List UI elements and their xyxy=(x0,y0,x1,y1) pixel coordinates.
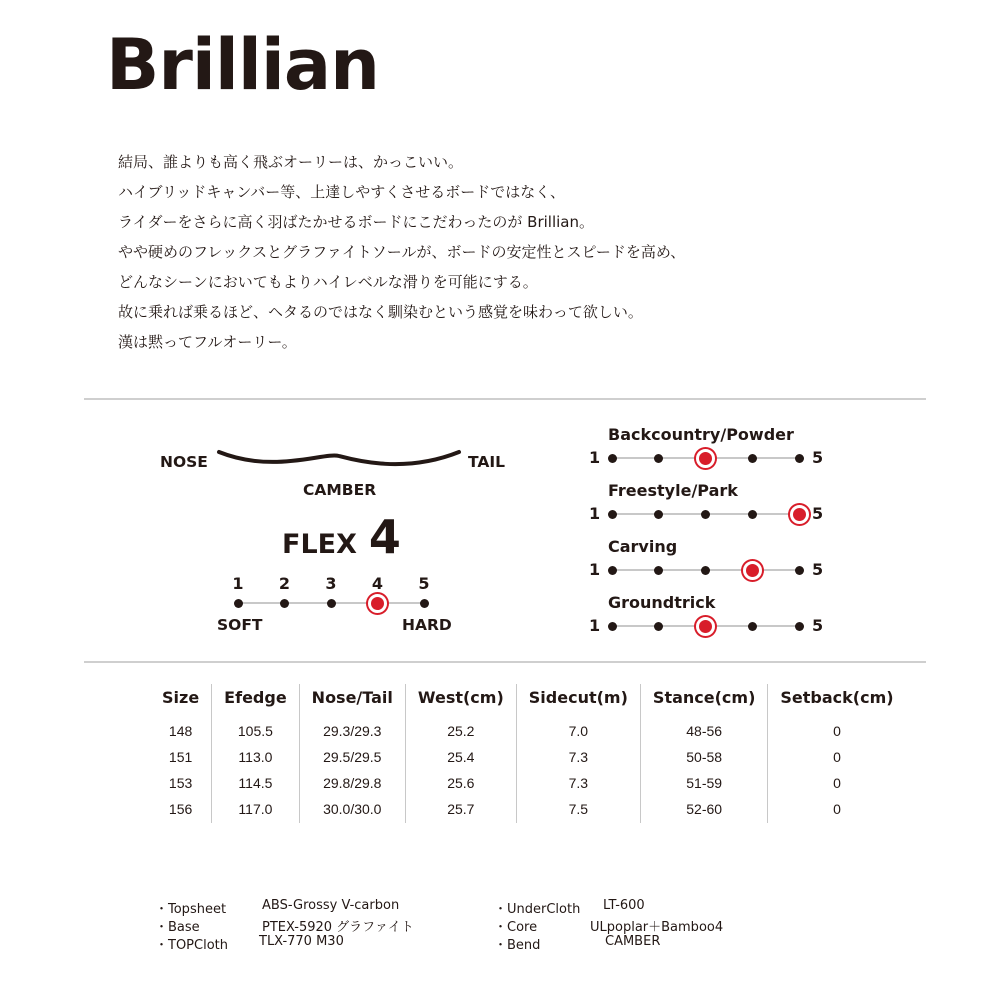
column-header-west: West(cm) xyxy=(405,684,516,719)
spec-cell: 50-58 xyxy=(640,745,767,771)
description-line: やや硬めのフレックスとグラファイトソールが、ボードの安定性とスピードを高め、 xyxy=(118,243,686,261)
tail-label: TAIL xyxy=(468,453,506,471)
category-scale-dot xyxy=(795,454,804,463)
flex-selected-marker xyxy=(368,594,387,613)
category-scale-max: 5 xyxy=(812,448,824,467)
section-divider xyxy=(84,398,926,400)
hard-label: HARD xyxy=(402,616,452,634)
spec-cell: 156 xyxy=(168,801,193,817)
spec-cell: 7.0 xyxy=(516,719,640,745)
spec-table xyxy=(150,684,906,823)
spec-cell: 25.2 xyxy=(405,719,516,745)
column-header-size: Size xyxy=(162,688,200,707)
category-scale-dot xyxy=(701,510,710,519)
spec-row xyxy=(150,745,906,771)
description-line: ライダーをさらに高く羽ばたかせるボードにこだわったのが Brillian。 xyxy=(118,213,594,231)
spec-cell: 151 xyxy=(168,749,193,765)
category-scale-dot xyxy=(795,566,804,575)
column-header-efedge: Efedge xyxy=(212,684,300,719)
category-scale-dot xyxy=(608,622,617,631)
material-value: PTEX-5920 グラファイト xyxy=(262,920,414,935)
description-line: ハイブリッドキャンバー等、上達しやすくさせるボードではなく、 xyxy=(118,183,566,201)
category-scale-dot xyxy=(654,622,663,631)
profile-type-label: CAMBER xyxy=(303,481,377,499)
category-scale-dot xyxy=(748,622,757,631)
spec-cell: 48-56 xyxy=(640,719,767,745)
spec-cell: 29.3/29.3 xyxy=(299,719,405,745)
column-header-nose-tail: Nose/Tail xyxy=(299,684,405,719)
category-scale-max: 5 xyxy=(812,560,824,579)
spec-cell: 29.8/29.8 xyxy=(299,771,405,797)
category-rating-marker xyxy=(743,561,762,580)
category-rating-marker xyxy=(790,505,809,524)
category-scale-dot xyxy=(748,510,757,519)
description-line: 結局、誰よりも高く飛ぶオーリーは、かっこいい。 xyxy=(118,153,464,171)
spec-row xyxy=(150,771,906,797)
category-scale-dot xyxy=(608,566,617,575)
flex-scale-dot xyxy=(327,599,336,608)
category-scale-dot xyxy=(654,566,663,575)
category-scale-dot xyxy=(608,454,617,463)
category-title: Groundtrick xyxy=(608,593,716,612)
category-scale-min: 1 xyxy=(589,616,601,635)
material-value: TLX-770 M30 xyxy=(259,934,344,949)
material-label: ・Topsheet xyxy=(155,902,227,917)
description-line: 漢は黙ってフルオーリー。 xyxy=(118,333,297,351)
material-value: ULpoplar＋Bamboo4 xyxy=(590,920,724,935)
material-label: ・Base xyxy=(155,920,200,935)
spec-cell: 51-59 xyxy=(640,771,767,797)
spec-cell: 153 xyxy=(168,775,193,791)
spec-cell: 114.5 xyxy=(212,771,300,797)
product-description xyxy=(118,147,685,357)
product-title: Brillian xyxy=(106,24,379,106)
flex-scale-number: 3 xyxy=(325,574,337,593)
column-header-sidecut: Sidecut(m) xyxy=(516,684,640,719)
category-scale-dot xyxy=(654,510,663,519)
spec-cell: 52-60 xyxy=(640,797,767,823)
category-scale-max: 5 xyxy=(812,504,824,523)
flex-label: FLEX xyxy=(282,529,357,560)
spec-cell: 105.5 xyxy=(212,719,300,745)
flex-scale-number: 1 xyxy=(232,574,244,593)
spec-cell: 25.6 xyxy=(405,771,516,797)
material-label: ・Bend xyxy=(494,938,541,953)
flex-value: 4 xyxy=(368,510,401,564)
camber-profile-curve xyxy=(214,444,464,474)
spec-cell: 25.7 xyxy=(405,797,516,823)
flex-scale-number: 5 xyxy=(418,574,430,593)
spec-cell: 0 xyxy=(768,719,906,745)
category-scale-max: 5 xyxy=(812,616,824,635)
spec-cell: 30.0/30.0 xyxy=(299,797,405,823)
category-scale-dot xyxy=(795,622,804,631)
spec-cell: 117.0 xyxy=(212,797,300,823)
description-line: どんなシーンにおいてもよりハイレベルな滑りを可能にする。 xyxy=(118,273,538,291)
category-scale-min: 1 xyxy=(589,560,601,579)
material-value: LT-600 xyxy=(603,898,645,913)
category-title: Carving xyxy=(608,537,678,556)
spec-cell: 148 xyxy=(168,723,193,739)
material-value: ABS-Grossy V-carbon xyxy=(262,898,400,913)
category-scale-min: 1 xyxy=(589,448,601,467)
category-scale-dot xyxy=(701,566,710,575)
column-header-stance: Stance(cm) xyxy=(640,684,767,719)
category-rating-marker xyxy=(696,617,715,636)
description-line: 故に乗れば乗るほど、ヘタるのではなく馴染むという感覚を味わって欲しい。 xyxy=(118,303,643,321)
material-label: ・UnderCloth xyxy=(494,902,581,917)
spec-cell: 25.4 xyxy=(405,745,516,771)
category-scale-dot xyxy=(608,510,617,519)
spec-cell: 0 xyxy=(768,771,906,797)
material-label: ・TOPCloth xyxy=(155,938,228,953)
spec-cell: 7.3 xyxy=(516,745,640,771)
soft-label: SOFT xyxy=(217,616,263,634)
category-scale-min: 1 xyxy=(589,504,601,523)
flex-scale-number: 2 xyxy=(278,574,291,593)
spec-cell: 0 xyxy=(768,745,906,771)
flex-scale-number: 4 xyxy=(371,574,384,593)
flex-scale-dot xyxy=(280,599,289,608)
spec-cell: 113.0 xyxy=(212,745,300,771)
nose-label: NOSE xyxy=(160,453,208,471)
category-title: Freestyle/Park xyxy=(608,481,738,500)
category-scale-dot xyxy=(654,454,663,463)
flex-heading xyxy=(282,510,401,564)
spec-cell: 0 xyxy=(768,797,906,823)
spec-cell: 7.5 xyxy=(516,797,640,823)
spec-row xyxy=(150,719,906,745)
flex-scale-dot xyxy=(420,599,429,608)
section-divider xyxy=(84,661,926,663)
material-value: CAMBER xyxy=(605,934,661,949)
spec-row xyxy=(150,797,906,823)
category-scale-dot xyxy=(748,454,757,463)
spec-cell: 7.3 xyxy=(516,771,640,797)
category-rating-marker xyxy=(696,449,715,468)
category-title: Backcountry/Powder xyxy=(608,425,794,444)
flex-scale-dot xyxy=(234,599,243,608)
column-header-setback: Setback(cm) xyxy=(768,684,906,719)
spec-header-row xyxy=(150,684,906,719)
material-label: ・Core xyxy=(494,920,538,935)
spec-cell: 29.5/29.5 xyxy=(299,745,405,771)
